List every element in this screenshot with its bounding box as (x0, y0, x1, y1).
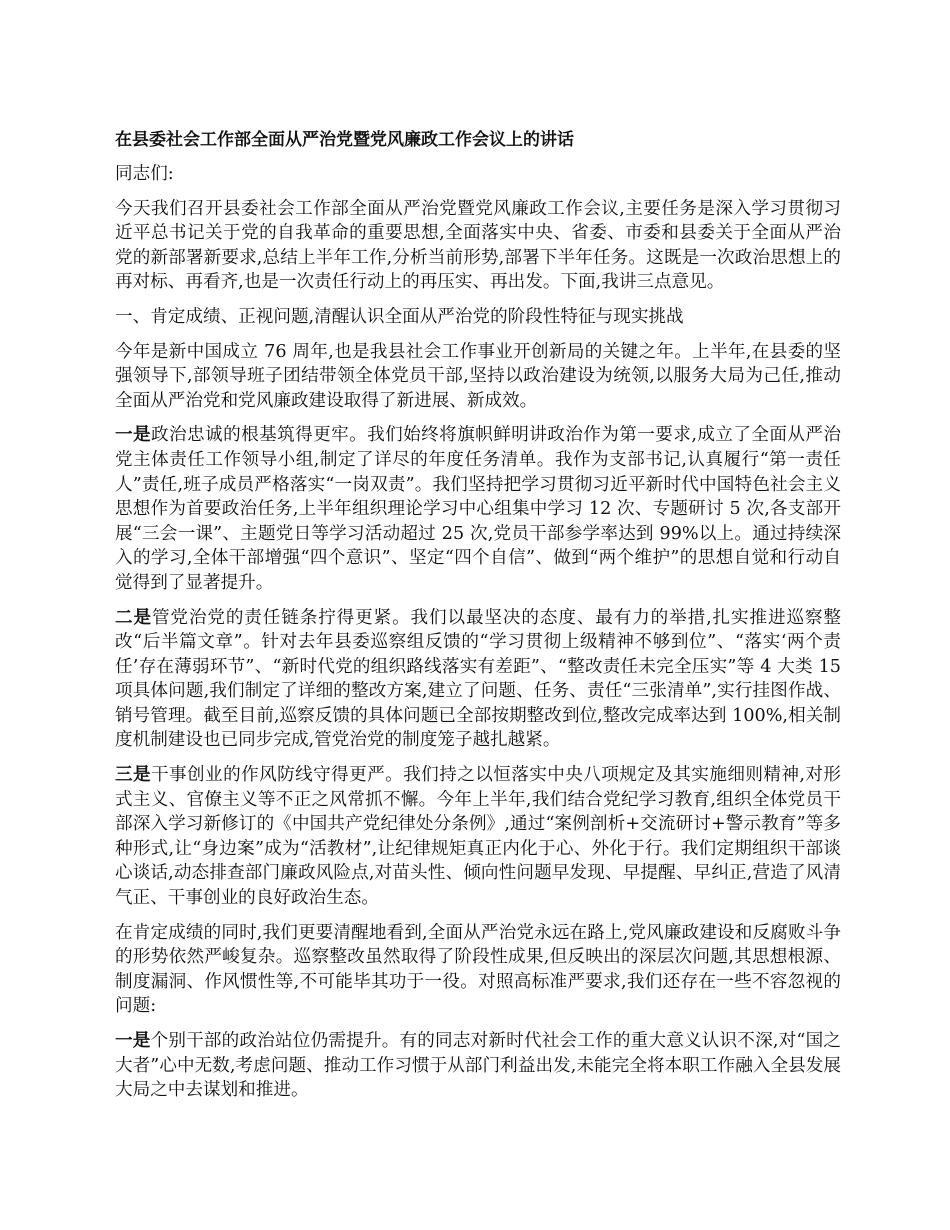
paragraph-intro (115, 197, 841, 295)
paragraph-lead: 一是 (115, 424, 152, 446)
paragraph-lead: 一是 (115, 1030, 151, 1051)
paragraph (115, 763, 841, 911)
paragraph (115, 921, 841, 1019)
paragraph-text: 政治忠诚的根基筑得更牢。我们始终将旗帜鲜明讲政治作为第一要求,成立了全面从严治党主体责任工作领导小组,制定了详尽的年度任务清单。我作为支部书记,认真履行“第一责任人”责任,班子成员严格落实“一岗双责”。我们坚持把学习贯彻习近平新时代中国特色社会主义思想作为首要政治任务,上半年组织理论学习中心组集中学习 12 次、专题研讨 5 次,各支部开展“三会一课”、主题党日等学习活动超过 25 次,党员干部参学率达到 99%以上。通过持续深入的学习,全体干部增强“四个意识”、坚定“四个自信”、做到“两个维护”的思想自觉和行动自觉得到了显著提升。 (115, 425, 841, 593)
salutation: 同志们: (115, 164, 174, 184)
document-title: 在县委社会工作部全面从严治党暨党风廉政工作会议上的讲话 (115, 130, 574, 150)
section-heading-text: 一、肯定成绩、正视问题,清醒认识全面从严治党的阶段性特征与现实挑战 (115, 306, 684, 327)
paragraph-text: 今年是新中国成立 76 周年,也是我县社会工作事业开创新局的关键之年。上半年,在县委的坚强领导下,部领导班子团结带领全体党员干部,坚持以政治建设为统领,以服务大局为己任,推动全面从严治党和党风廉政建设取得了新进展、新成效。 (115, 341, 841, 411)
paragraph-lead: 三是 (115, 764, 152, 786)
paragraph (115, 423, 841, 595)
paragraph (115, 606, 841, 754)
paragraph-text: 个别干部的政治站位仍需提升。有的同志对新时代社会工作的重大意义认识不深,对“国之大者”心中无数,考虑问题、推动工作习惯于从部门利益出发,未能完全将本职工作融入全县发展大局之中去谋划和推进。 (115, 1031, 841, 1101)
document-body (115, 127, 841, 1113)
paragraph (115, 340, 841, 414)
paragraph (115, 1029, 841, 1103)
paragraph-text: 今天我们召开县委社会工作部全面从严治党暨党风廉政工作会议,主要任务是深入学习贯彻习近平总书记关于党的自我革命的重要思想,全面落实中央、省委、市委和县委关于全面从严治党的新部署新要求,总结上半年工作,分析当前形势,部署下半年任务。这既是一次政治思想上的再对标、再看齐,也是一次责任行动上的再压实、再出发。下面,我讲三点意见。 (115, 198, 841, 293)
paragraph-text: 在肯定成绩的同时,我们更要清醒地看到,全面从严治党永远在路上,党风廉政建设和反腐败斗争的形势依然严峻复杂。巡察整改虽然取得了阶段性成果,但反映出的深层次问题,其思想根源、制度漏洞、作风惯性等,不可能毕其功于一役。对照高标准严要求,我们还存在一些不容忽视的问题: (115, 922, 841, 1017)
paragraph-text: 管党治党的责任链条拧得更紧。我们以最坚决的态度、最有力的举措,扎实推进巡察整改“后半篇文章”。针对去年县委巡察组反馈的“学习贯彻上级精神不够到位”、“落实‘两个责任’存在薄弱环节”、“新时代党的组织路线落实有差距”、“整改责任未完全压实”等 4 大类 15 项具体问题,我们制定了详细的整改方案,建立了问题、任务、责任“三张清单”,实行挂图作战、销号管理。截至目前,巡察反馈的具体问题已全部按期整改到位,整改完成率达到 100%,相关制度机制建设也已同步完成,管党治党的制度笼子越扎越紧。 (115, 607, 841, 751)
section-heading (115, 305, 841, 330)
paragraph-text: 干事创业的作风防线守得更严。我们持之以恒落实中央八项规定及其实施细则精神,对形式主义、官僚主义等不正之风常抓不懈。今年上半年,我们结合党纪学习教育,组织全体党员干部深入学习新修订的《中国共产党纪律处分条例》,通过“案例剖析+交流研讨+警示教育”等多种形式,让“身边案”成为“活教材”,让纪律规矩真正内化于心、外化于行。我们定期组织干部谈心谈话,动态排查部门廉政风险点,对苗头性、倾向性问题早发现、早提醒、早纠正,营造了风清气正、干事创业的良好政治生态。 (115, 765, 841, 909)
paragraph-lead: 二是 (115, 606, 152, 628)
